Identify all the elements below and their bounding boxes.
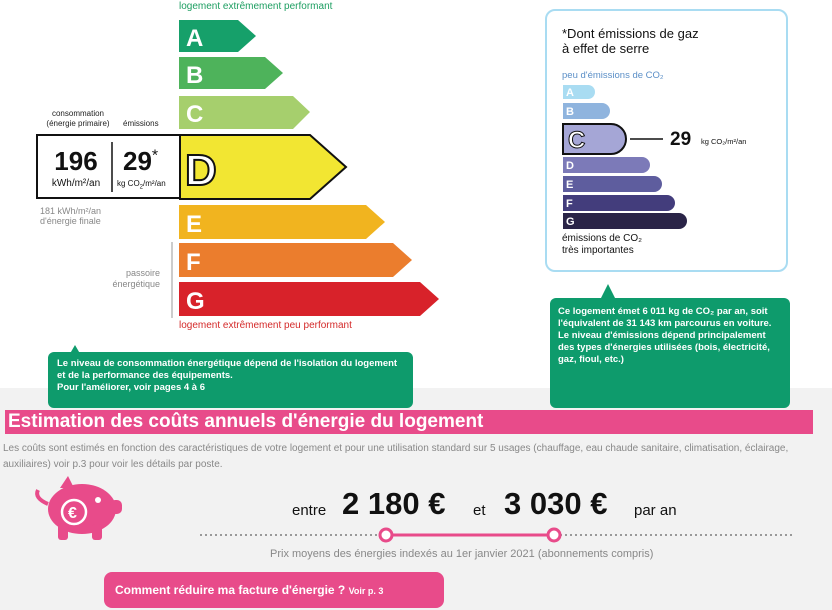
ghg-value: 29 [670,129,692,150]
svg-text:B: B [566,106,574,118]
energy-class-a [179,20,256,52]
costs-per-year: par an [634,502,677,519]
energy-class-b-letter: B [186,62,204,89]
ghg-class-g [563,213,687,229]
right-callout-pointer [597,280,619,300]
emissions-label: émissions [123,119,159,128]
final-energy: 181 kWh/m²/an d'énergie finale [40,206,102,226]
passoire-label: passoire énergétique [112,268,160,289]
ghg-low-label: peu d'émissions de CO₂ [562,70,664,81]
costs-and: et [473,502,486,519]
svg-text:G: G [566,216,575,228]
ghg-high-label: émissions de CO₂ très importantes [562,233,643,256]
ghg-class-d [563,157,650,173]
ghg-class-a [563,85,595,99]
reduce-bill-button[interactable] [104,572,444,608]
energy-class-f [179,243,412,277]
costs-footnote: Prix moyens des énergies indexés au 1er janvier 2021 (abonnements compris) [270,548,654,560]
energy-class-g-letter: G [186,288,205,315]
ghg-title: *Dont émissions de gaz à effet de serre [562,26,699,56]
range-low-marker [380,529,392,541]
consumption-unit: kWh/m²/an [51,178,101,189]
piggy-bank-icon [30,474,126,544]
energy-class-f-letter: F [186,249,201,276]
ghg-unit: kg CO₂/m²/an [701,137,747,146]
costs-low: 2 180 € [342,486,446,521]
ghg-class-b [563,103,610,119]
reduce-bill-page-ref: Voir p. 3 [348,586,384,596]
range-high-marker [548,529,560,541]
right-callout: Ce logement émet 6 011 kg de CO₂ par an, soit l'équivalent de 31 143 km parcourus en voiture. Le niveau d'émissions dépend principalement des types d'énergies utilisées (bois, électricité, gaz, fioul, etc.) [550,298,790,408]
ghg-class-c-current [563,124,663,154]
energy-class-e-letter: E [186,211,203,238]
svg-text:A: A [566,87,574,99]
costs-range-bar [200,525,800,545]
piggy-euro-symbol: € [68,505,77,522]
energy-class-a-letter: A [186,25,204,52]
svg-text:E: E [566,179,574,191]
energy-class-g [179,282,439,316]
svg-text:D: D [566,160,574,172]
consumption-label: consommation (énergie primaire) [46,109,110,128]
ghg-scale [560,82,760,232]
reduce-bill-label: Comment réduire ma facture d'énergie ? [115,583,346,597]
energy-class-d-letter: D [185,146,217,195]
energy-class-c-letter: C [186,101,204,128]
costs-high: 3 030 € [504,486,608,521]
costs-between: entre [292,502,327,519]
costs-title: Estimation des coûts annuels d'énergie du logement [5,410,813,434]
energy-class-c [179,96,310,129]
costs-description: Les coûts sont estimés en fonction des caractéristiques de votre logement et pour une utilisation standard sur 5 usages (chauffage, eau chaude sanitaire, climatisation, éclairage, auxiliaires) voir p.3 pour voir les détails par poste. [3,443,789,470]
energy-class-b [179,57,283,89]
emissions-unit: kg $CO_2/m^2/an$ [117,179,166,191]
scale-bottom-caption: logement extrêmement peu performant [179,320,352,331]
consumption-value: 196 [54,146,98,176]
svg-text:C: C [568,127,586,154]
emissions-value: 29* [123,146,159,176]
energy-class-e [179,205,385,239]
svg-text:F: F [566,198,573,210]
ghg-class-f [563,195,675,211]
scale-top-caption: logement extrêmement performant [179,1,333,12]
ghg-class-e [563,176,662,192]
left-callout: Le niveau de consommation énergétique dépend de l'isolation du logement et de la performance des équipements. Pour l'améliorer, voir pages 4 à 6 [48,352,413,408]
